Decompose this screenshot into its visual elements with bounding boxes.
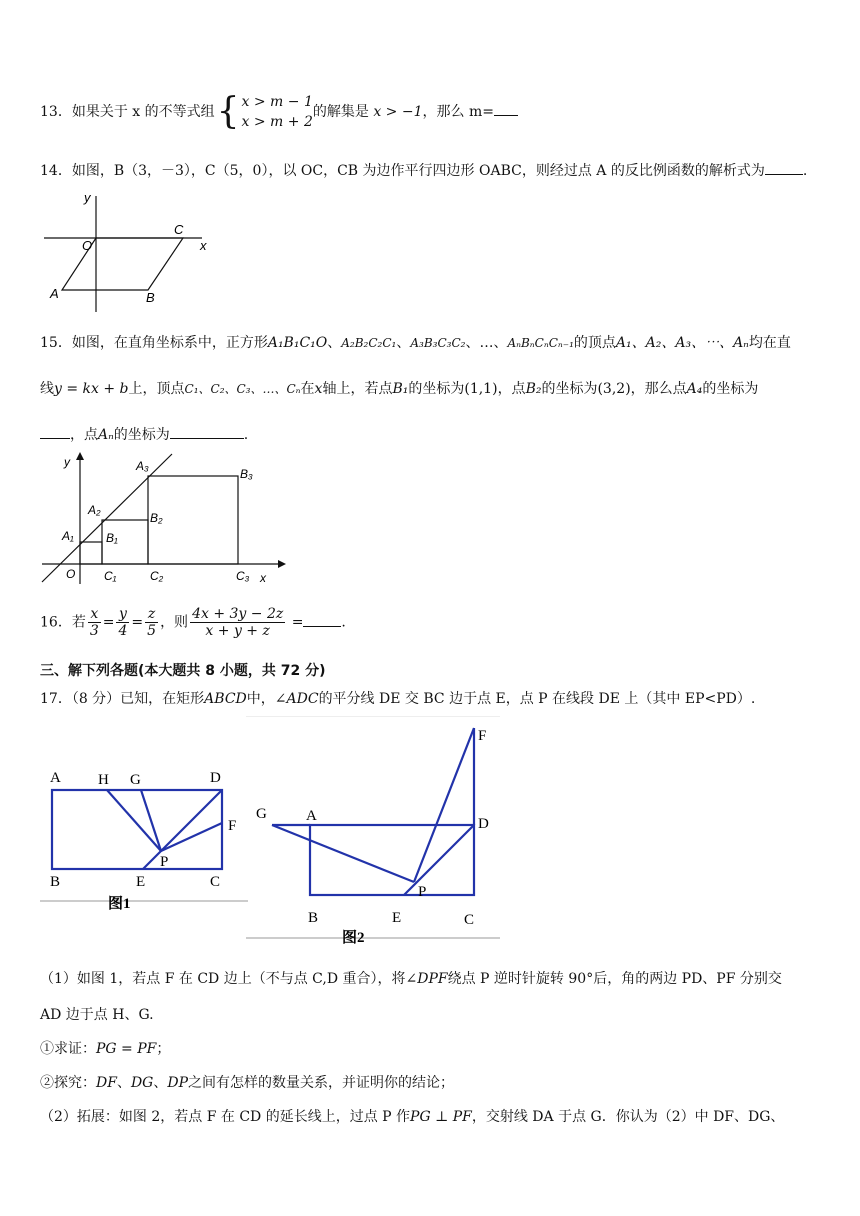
q15-b1: B₁ [392, 381, 409, 397]
fig2-caption: 图2 [342, 930, 365, 946]
question-16 [40, 606, 346, 639]
q15-figure [40, 450, 290, 590]
q17-s1-end: ； [156, 1041, 171, 1057]
q16-answer-blank [303, 612, 341, 627]
fig1-label-C: C [210, 874, 221, 890]
q15-sep-b: 、 [396, 335, 411, 351]
q15-square-3: A₃B₃C₃C₂ [410, 336, 466, 350]
q15-a4: A₄ [686, 381, 703, 397]
q15-label-B3: B₃ [240, 467, 253, 481]
q15-text-i: ，点 [497, 381, 526, 397]
q15-label-B1: B₁ [106, 531, 118, 545]
q14-label-C: C [174, 222, 184, 237]
q17-s2-df: DF [96, 1075, 117, 1091]
q17-p1-text-b: 绕点 P 逆时针旋转 90°后，角的两边 PD、PF 分别交 [447, 971, 782, 987]
q15-b2: B₂ [525, 381, 542, 397]
q16-main-num: 4x + 3y − 2z [192, 606, 284, 622]
q15-answer-blank-1 [40, 424, 70, 439]
q17-p2-text-a: （2）拓展：如图 2，若点 F 在 CD 的延长线上，过点 P 作 [40, 1109, 411, 1125]
q13-solution: x > −1 [373, 104, 423, 120]
q16-eq-3: = [291, 614, 304, 631]
q15-text-b: 的顶点 [573, 335, 616, 351]
q15-vertices: A₁、A₂、A₃、⋯、Aₙ [615, 335, 749, 351]
fig1-label-E: E [136, 874, 146, 890]
q16-frac-y-num: y [116, 606, 129, 623]
question-14 [40, 160, 807, 180]
fig1-label-G: G [130, 772, 141, 788]
q15-text-m: ，点 [70, 427, 98, 443]
q16-frac-z-num: z [145, 606, 158, 623]
question-17-part1-line2 [40, 1004, 154, 1024]
question-17-sub1 [40, 1038, 170, 1058]
q15-answer-blank-2 [170, 424, 244, 439]
fig1-caption: 图1 [108, 896, 131, 912]
q13-suffix: ，那么 m= [422, 104, 494, 120]
q17-s2-sep-2: 、 [153, 1075, 168, 1091]
question-13 [40, 92, 518, 132]
q15-label-y: y [64, 455, 70, 469]
fig1-label-A: A [50, 770, 61, 786]
q17-s2-dp: DP [167, 1075, 189, 1091]
q16-frac-x [88, 606, 101, 639]
q17-figure-2 [246, 716, 506, 946]
q14-label-y: y [84, 190, 91, 205]
q16-frac-y [116, 606, 129, 639]
q15-text-h: 的坐标为 [408, 381, 465, 397]
q14-answer-blank [765, 160, 803, 175]
q16-then: ，则 [160, 614, 189, 631]
q15-sep-a: 、 [327, 335, 342, 351]
q15-c-points: C₁、C₂、C₃、…、Cₙ [184, 382, 301, 396]
q16-frac-y-den: 4 [118, 623, 128, 639]
fig2-label-C: C [464, 912, 475, 928]
q17-text-c: 的平分线 DE 交 BC 边于点 E，点 P 在线段 DE 上（其中 EP<PD）. [318, 691, 756, 707]
q14-label-A: A [50, 286, 59, 301]
fig2-label-A: A [306, 808, 317, 824]
fig2-label-G: G [256, 806, 267, 822]
question-17-intro [40, 688, 755, 708]
q15-square-1: A₁B₁C₁O [267, 335, 328, 351]
q15-text-g: 轴上，若点 [322, 381, 393, 397]
q16-main-frac [190, 606, 285, 639]
fig1-label-D: D [210, 770, 221, 786]
q17-s2-end: 之间有怎样的数量关系，并证明你的结论； [188, 1075, 455, 1091]
q15-label-A1: A₁ [62, 529, 74, 543]
q17-s2-sep-1: 、 [116, 1075, 131, 1091]
q15-text-e: 上，顶点 [128, 381, 185, 397]
q15-label-x: x [260, 571, 266, 585]
fig2-label-B: B [308, 910, 319, 926]
q15-text-n: 的坐标为 [113, 427, 170, 443]
q17-figure-1 [40, 760, 250, 920]
q14-text: 14．如图，B（3，－3），C（5，0），以 OC，CB 为边作平行四边形 OABC，则经过点 A 的反比例函数的解析式为 [40, 163, 765, 179]
question-17-part2 [40, 1106, 784, 1126]
question-17-sub2 [40, 1072, 454, 1092]
q15-text-c: 均在直 [748, 335, 791, 351]
q15-text-l: 的坐标为 [702, 381, 759, 397]
q15-label-A2: A₂ [88, 503, 101, 517]
fig1-label-P: P [160, 854, 169, 870]
fig2-label-E: E [392, 910, 402, 926]
q17-rect: ABCD [204, 691, 247, 707]
q15-text-a: 15．如图，在直角坐标系中，正方形 [40, 335, 268, 351]
q17-s1-text: ①求证： [40, 1041, 96, 1057]
q15-label-C3: C₃ [236, 569, 250, 583]
q17-p2-equation: PG ⊥ PF [410, 1109, 472, 1125]
q16-eq-1: = [102, 614, 115, 631]
q14-label-O: O [82, 238, 93, 253]
q15-b2-coords: (3,2) [597, 381, 631, 397]
q17-p1-text-c: AD 边于点 H、G. [40, 1007, 154, 1023]
q17-text-a: 17．（8 分）已知，在矩形 [40, 691, 205, 707]
q14-label-B: B [146, 290, 155, 305]
q15-text-o: . [243, 427, 249, 443]
q13-answer-blank [494, 101, 518, 116]
q17-s2-dg: DG [130, 1075, 154, 1091]
q15-text-f: 在 [300, 381, 315, 397]
question-15-line1 [40, 332, 791, 352]
fig1-label-F: F [228, 818, 237, 834]
q17-p1-angle: ∠DPF [405, 971, 448, 987]
q15-label-B2: B₂ [150, 511, 163, 525]
q17-text-b: 中， [246, 691, 275, 707]
q16-frac-x-num: x [88, 606, 101, 623]
q17-p1-text-a: （1）如图 1，若点 F 在 CD 边上（不与点 C,D 重合），将 [40, 971, 406, 987]
q13-mid: 的解集是 [312, 104, 369, 120]
q14-figure [40, 188, 220, 316]
question-15-line3 [40, 424, 248, 444]
q15-square-n: AₙBₙCₙCₙ₋₁ [507, 336, 574, 350]
fig2-label-D: D [478, 816, 489, 832]
q17-s1-equation: PG = PF [96, 1041, 157, 1057]
q15-an: Aₙ [98, 427, 114, 443]
q13-inequality-system [242, 92, 313, 132]
q13-brace: { [216, 91, 240, 132]
q15-text-j: 的坐标为 [541, 381, 598, 397]
q13-prefix: 13．如果关于 x 的不等式组 [40, 104, 215, 120]
q17-p2-text-b: ，交射线 DA 于点 G．你认为（2）中 DF、DG、 [471, 1109, 785, 1125]
q16-frac-z [145, 606, 158, 639]
q15-ellipsis: 、…、 [465, 335, 508, 351]
q16-pre: 16．若 [40, 614, 86, 631]
fig2-label-F: F [478, 728, 487, 744]
q17-angle: ∠ADC [274, 691, 319, 707]
q15-b1-coords: (1,1) [464, 381, 498, 397]
q16-frac-z-den: 5 [147, 623, 157, 639]
q15-label-A3: A₃ [136, 459, 149, 473]
question-15-line2 [40, 378, 758, 398]
q15-text-d: 线 [40, 381, 54, 397]
q16-main-den: x + y + z [205, 623, 270, 639]
q14-end: . [802, 163, 808, 179]
q15-label-C1: C₁ [104, 569, 117, 583]
q14-label-x: x [200, 238, 207, 253]
q16-end: . [341, 614, 346, 631]
q15-text-k: ，那么点 [630, 381, 687, 397]
q15-label-O: O [66, 567, 76, 581]
question-17-part1-line1 [40, 968, 782, 988]
q16-frac-x-den: 3 [89, 623, 99, 639]
fig2-label-P: P [418, 884, 427, 900]
q16-eq-2: = [131, 614, 144, 631]
q15-x-var: x [314, 381, 323, 397]
section-3-heading: 三、解下列各题(本大题共 8 小题，共 72 分) [40, 663, 326, 679]
q15-line-equation: y = kx + b [54, 381, 129, 397]
q13-line2: x > m + 2 [241, 114, 313, 130]
fig1-label-H: H [98, 772, 109, 788]
fig1-label-B: B [50, 874, 61, 890]
q15-label-C2: C₂ [150, 569, 164, 583]
q17-s2-text: ②探究： [40, 1075, 96, 1091]
q15-square-2: A₂B₂C₂C₁ [341, 336, 397, 350]
q13-line1: x > m − 1 [241, 94, 313, 110]
